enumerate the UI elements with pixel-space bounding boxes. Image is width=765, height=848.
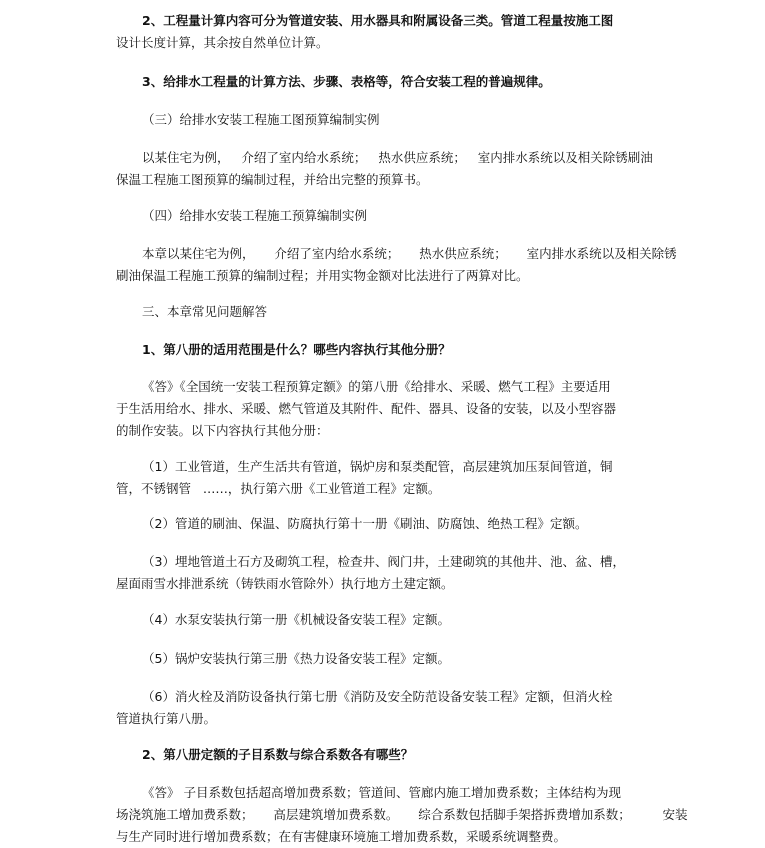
section-heading-4 — [116, 205, 636, 227]
answer-1 — [116, 376, 636, 442]
text-line: 管，不锈钢管 ……，执行第六册《工业管道工程》定额。 — [116, 481, 441, 496]
answer-1-item-4 — [116, 609, 636, 631]
text-line: 设计长度计算，其余按自然单位计算。 — [116, 35, 329, 50]
paragraph-example-budget — [116, 243, 677, 287]
text-line: 于生活用给水、排水、采暖、燃气管道及其附件、配件、器具、设备的安装，以及小型容器 — [116, 401, 617, 416]
answer-2 — [116, 782, 688, 848]
text-line: （三）给排水安装工程施工图预算编制实例 — [142, 112, 380, 127]
text-line: 3、给排水工程量的计算方法、步骤、表格等，符合安装工程的普遍规律。 — [142, 74, 551, 89]
text-line: （1）工业管道，生产生活共有管道，锅炉房和泵类配管，高层建筑加压泵间管道，铜 — [142, 459, 613, 474]
text-line: （3）埋地管道土石方及砌筑工程，检查井、阀门井，土建砌筑的其他井、池、盆、槽， — [142, 554, 625, 569]
answer-1-item-3 — [116, 551, 636, 595]
text-line: 2、第八册定额的子目系数与综合系数各有哪些？ — [142, 747, 414, 762]
text-line: 的制作安装。以下内容执行其他分册： — [116, 423, 329, 438]
text-line: 《答》 子目系数包括超高增加费系数；管道间、管廊内施工增加费系数；主体结构为现 — [142, 785, 621, 800]
paragraph-calc-content — [116, 10, 636, 54]
text-line: （4）水泵安装执行第一册《机械设备安装工程》定额。 — [142, 612, 450, 627]
section-heading-faq — [116, 301, 636, 323]
text-line: 屋面雨雪水排泄系统（铸铁雨水管除外）执行地方土建定额。 — [116, 576, 454, 591]
answer-1-item-5 — [116, 648, 636, 670]
text-line: （2）管道的刷油、保温、防腐执行第十一册《刷油、防腐蚀、绝热工程》定额。 — [142, 516, 588, 531]
section-heading-3 — [116, 109, 636, 131]
text-line: 三、本章常见问题解答 — [142, 304, 268, 319]
text-line: 以某住宅为例， 介绍了室内给水系统； 热水供应系统； 室内排水系统以及相关除锈刷油 — [142, 150, 653, 165]
text-line: 场浇筑施工增加费系数； 高层建筑增加费系数。 综合系数包括脚手架搭拆费增加系数； 安装 — [116, 807, 688, 822]
text-line: （6）消火栓及消防设备执行第七册《消防及安全防范设备安装工程》定额，但消火栓 — [142, 689, 613, 704]
text-line: 2、工程量计算内容可分为管道安装、用水器具和附属设备三类。管道工程量按施工图 — [142, 13, 614, 28]
paragraph-example-drawing — [116, 147, 653, 191]
text-line: （5）锅炉安装执行第三册《热力设备安装工程》定额。 — [142, 651, 450, 666]
text-line: 与生产同时进行增加费系数；在有害健康环境施工增加费系数，采暖系统调整费。 — [116, 829, 567, 844]
text-line: 本章以某住宅为例， 介绍了室内给水系统； 热水供应系统； 室内排水系统以及相关除锈 — [142, 246, 677, 261]
question-1 — [116, 339, 636, 361]
text-line: 管道执行第八册。 — [116, 711, 217, 726]
answer-1-item-6 — [116, 686, 636, 730]
text-line: 保温工程施工图预算的编制过程，并给出完整的预算书。 — [116, 172, 429, 187]
text-line: （四）给排水安装工程施工预算编制实例 — [142, 208, 368, 223]
text-line: 1、第八册的适用范围是什么？哪些内容执行其他分册？ — [142, 342, 451, 357]
answer-1-item-2 — [116, 513, 636, 535]
text-line: 刷油保温工程施工预算的编制过程；并用实物金额对比法进行了两算对比。 — [116, 268, 529, 283]
text-line: 《答》《全国统一安装工程预算定额》的第八册《给排水、采暖、燃气工程》主要适用 — [142, 379, 611, 394]
question-2 — [116, 744, 636, 766]
answer-1-item-1 — [116, 456, 636, 500]
paragraph-calc-method — [116, 71, 636, 93]
